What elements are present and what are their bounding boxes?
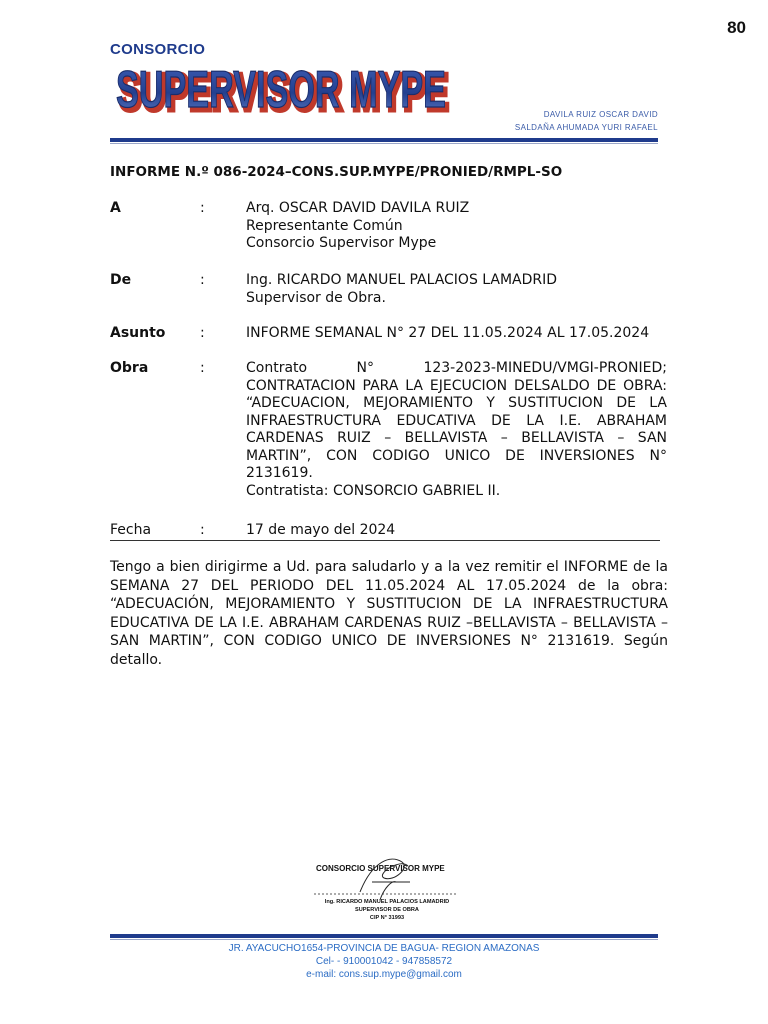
field-fecha-label: Fecha <box>110 522 152 538</box>
fecha-underline <box>110 540 660 541</box>
company-logo <box>116 58 456 118</box>
signer-cip: CIP N° 31993 <box>369 915 405 921</box>
field-a-colon: : <box>200 200 205 216</box>
footer-address: JR. AYACUCHO1654-PROVINCIA DE BAGUA- REGION AMAZONAS <box>228 943 540 954</box>
contractor: Contratista: CONSORCIO GABRIEL II. <box>246 482 501 499</box>
signature-stamp-title: CONSORCIO SUPERVISOR MYPE <box>316 864 445 873</box>
consortium-members <box>515 108 658 134</box>
field-asunto-colon: : <box>200 325 205 341</box>
member-name: DAVILA RUIZ OSCAR DAVID <box>543 110 658 119</box>
sender-role: Supervisor de Obra. <box>246 289 386 306</box>
footer-rule-thin <box>110 939 658 940</box>
recipient-role: Representante Común <box>246 217 403 234</box>
footer-email: e-mail: cons.sup.mype@gmail.com <box>306 969 462 980</box>
signature-details <box>316 898 458 922</box>
project-description: Contrato N° 123-2023-MINEDU/VMGI-PRONIED; CONTRATACION PARA LA EJECUCION DELSALDO DE OBRA: “ADECUACION, MEJORAMIENTO Y SUSTITUCION DE LA INFRAESTRUCTURA EDUCATIVA DE LA I.E. ABRAHAM CARDENAS RUIZ – BELLAVISTA – BELLAVISTA – SAN MARTIN”, CON CODIGO UNICO DE INVERSIONES N° 2131619. <box>246 360 667 481</box>
signer-name: Ing. RICARDO MANUEL PALACIOS LAMADRID <box>324 899 450 905</box>
footer-rule <box>110 934 658 938</box>
field-de-label: De <box>110 272 132 288</box>
field-obra-colon: : <box>200 360 205 376</box>
footer-phone: Cel- - 910001042 - 947858572 <box>315 956 453 967</box>
subject-text: INFORME SEMANAL N° 27 DEL 11.05.2024 AL 17.05.2024 <box>246 325 650 341</box>
report-date: 17 de mayo del 2024 <box>246 522 396 538</box>
logo-text-shadow: SUPERVISOR MYPE <box>119 64 449 118</box>
logo-text: SUPERVISOR MYPE <box>116 61 446 118</box>
report-title: INFORME N.º 086-2024–CONS.SUP.MYPE/PRONIED/RMPL-SO <box>110 164 563 180</box>
body-paragraph: Tengo a bien dirigirme a Ud. para saludarlo y a la vez remitir el INFORME de la SEMANA 27 DEL PERIODO DEL 11.05.2024 AL 17.05.2024 de la obra: “ADECUACIÓN, MEJORAMIENTO Y SUSTITUCION DE LA INFRAESTRUCTURA EDUCATIVA DE LA I.E. ABRAHAM CARDENAS RUIZ –BELLAVISTA – BELLAVISTA – SAN MARTIN”, CON CODIGO UNICO DE INVERSIONES N° 2131619. Según detallo. <box>110 559 668 668</box>
company-prefix: CONSORCIO <box>110 41 206 58</box>
field-fecha-colon: : <box>200 522 205 538</box>
recipient-company: Consorcio Supervisor Mype <box>246 235 437 251</box>
footer-contact <box>110 942 658 981</box>
sender-name: Ing. RICARDO MANUEL PALACIOS LAMADRID <box>246 272 558 288</box>
member-name: SALDAÑA AHUMADA YURI RAFAEL <box>514 123 658 132</box>
signer-role: SUPERVISOR DE OBRA <box>355 907 419 913</box>
field-obra-label: Obra <box>110 360 149 376</box>
field-a-label: A <box>110 200 121 216</box>
page-number: 80 <box>727 18 746 37</box>
header-rule <box>110 138 658 142</box>
field-de-colon: : <box>200 272 205 288</box>
recipient-name: Arq. OSCAR DAVID DAVILA RUIZ <box>246 200 470 216</box>
field-asunto-label: Asunto <box>110 325 166 341</box>
header-rule-thin <box>110 143 658 144</box>
